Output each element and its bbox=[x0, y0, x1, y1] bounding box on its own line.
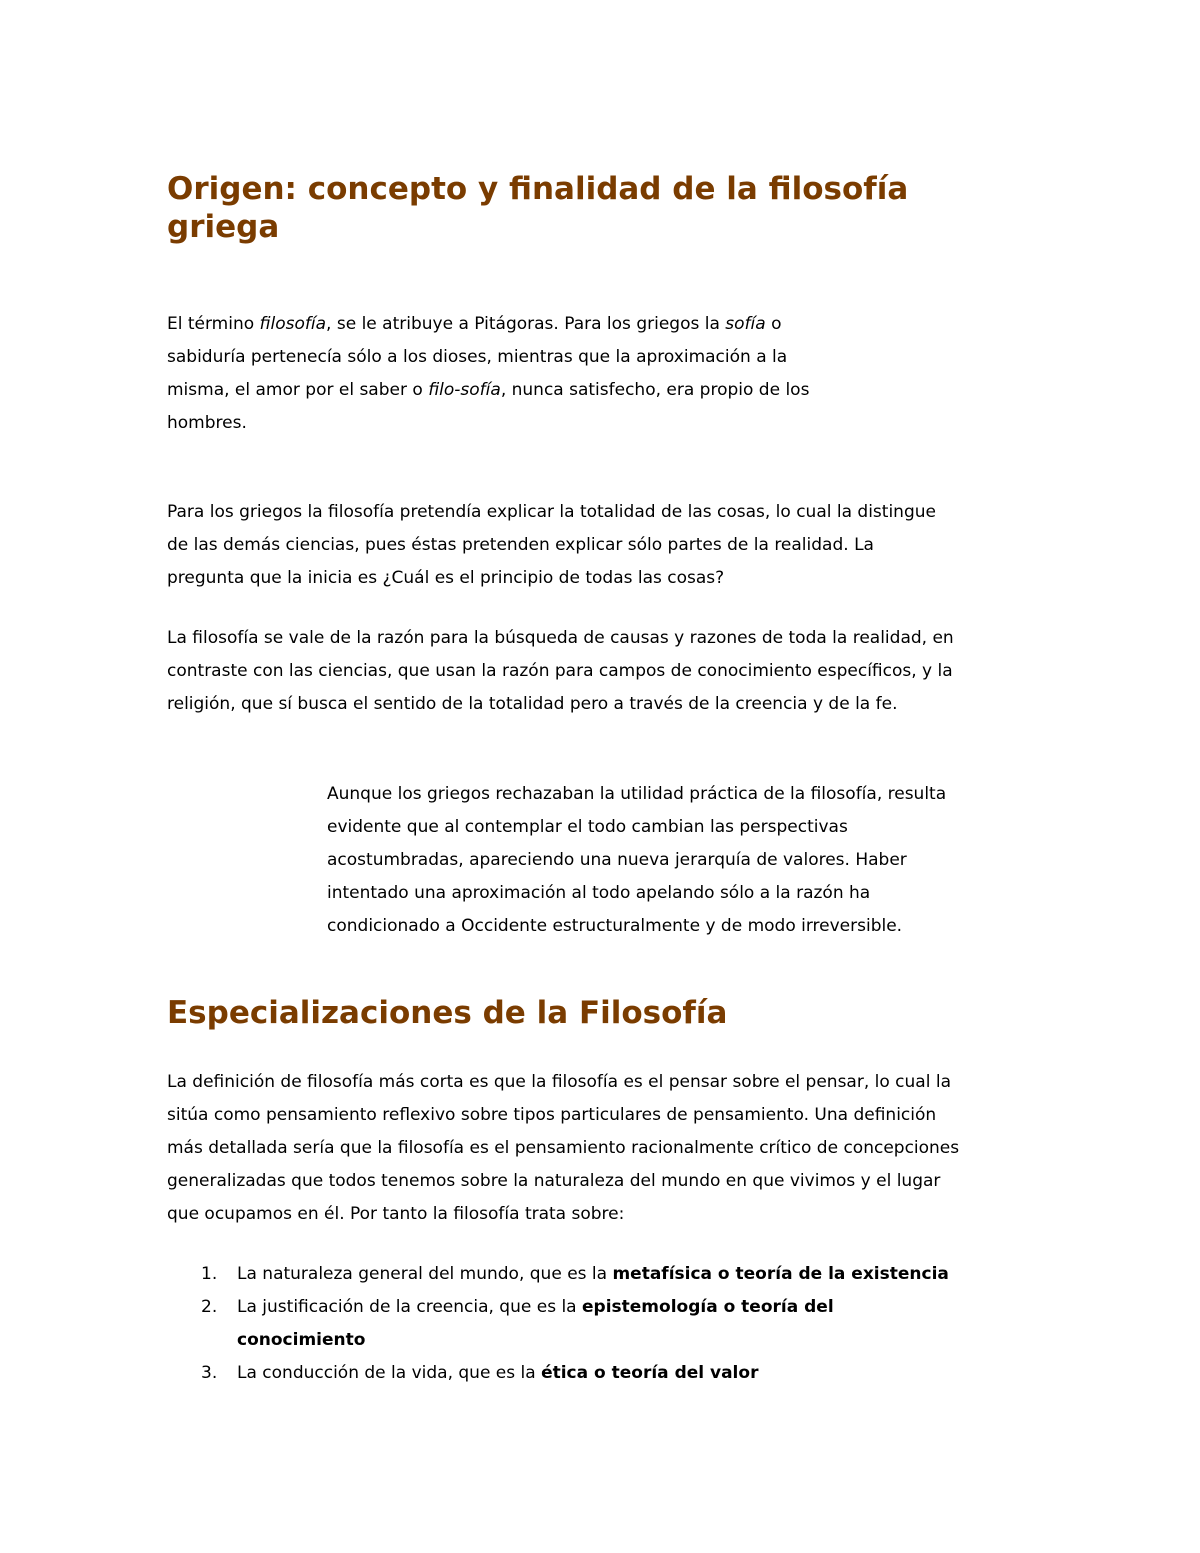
paragraph-origin bbox=[167, 308, 887, 440]
paragraph-origin-line3 bbox=[167, 374, 887, 407]
paragraph-reason bbox=[167, 622, 1042, 721]
emphasis-filosofia: filosofía bbox=[259, 314, 327, 334]
paragraph-definition-line1: La definición de filosofía más corta es que la filosofía es el pensar sobre el pensar, lo cual la bbox=[167, 1072, 951, 1092]
main-heading-line2: griega bbox=[167, 209, 280, 245]
text-run: misma, el amor por el saber o bbox=[167, 380, 429, 400]
list-item-line bbox=[237, 1357, 1042, 1390]
paragraph-origin-line2: sabiduría pertenecía sólo a los dioses, mientras que la aproximación a la bbox=[167, 347, 788, 367]
branches-list bbox=[167, 1258, 1042, 1390]
text-run: , nunca satisfecho, era propio de los bbox=[500, 380, 810, 400]
paragraph-totality-line3: pregunta que la inicia es ¿Cuál es el principio de todas las cosas? bbox=[167, 568, 725, 588]
quote-line1: Aunque los griegos rechazaban la utilidad práctica de la filosofía, resulta bbox=[327, 784, 947, 804]
paragraph-definition-line2: sitúa como pensamiento reflexivo sobre tipos particulares de pensamiento. Una definición bbox=[167, 1105, 937, 1125]
list-item bbox=[167, 1357, 1042, 1390]
main-heading bbox=[167, 170, 987, 246]
list-item-term: epistemología o teoría del bbox=[582, 1297, 834, 1317]
list-item-term-continued: conocimiento bbox=[237, 1330, 366, 1350]
list-item-line-continued bbox=[237, 1324, 1042, 1357]
section-heading: Especializaciones de la Filosofía bbox=[167, 995, 728, 1031]
paragraph-totality-line1: Para los griegos la filosofía pretendía explicar la totalidad de las cosas, lo cual la distingue bbox=[167, 502, 936, 522]
quote-line5: condicionado a Occidente estructuralmente y de modo irreversible. bbox=[327, 916, 903, 936]
paragraph-definition bbox=[167, 1066, 1042, 1231]
quote-line4: intentado una aproximación al todo apelando sólo a la razón ha bbox=[327, 883, 871, 903]
paragraph-origin-line4: hombres. bbox=[167, 413, 247, 433]
text-run: El término bbox=[167, 314, 260, 334]
emphasis-filo-sofia: filo-sofía bbox=[428, 380, 501, 400]
list-number: 1. bbox=[201, 1264, 218, 1284]
paragraph-reason-line2: contraste con las ciencias, que usan la razón para campos de conocimiento específicos, y la bbox=[167, 661, 953, 681]
paragraph-reason-line1: La filosofía se vale de la razón para la búsqueda de causas y razones de toda la realidad, en bbox=[167, 628, 954, 648]
list-item-term: metafísica o teoría de la existencia bbox=[612, 1264, 949, 1284]
paragraph-reason-line3: religión, que sí busca el sentido de la totalidad pero a través de la creencia y de la fe. bbox=[167, 694, 898, 714]
paragraph-totality bbox=[167, 496, 1042, 595]
paragraph-definition-line5: que ocupamos en él. Por tanto la filosofía trata sobre: bbox=[167, 1204, 625, 1224]
list-number: 3. bbox=[201, 1363, 218, 1383]
paragraph-origin-line1 bbox=[167, 308, 887, 341]
list-item-text: La naturaleza general del mundo, que es la bbox=[237, 1264, 613, 1284]
quote-line3: acostumbradas, apareciendo una nueva jerarquía de valores. Haber bbox=[327, 850, 907, 870]
list-item-text: La conducción de la vida, que es la bbox=[237, 1363, 542, 1383]
list-item-line bbox=[237, 1258, 1042, 1291]
quote-line2: evidente que al contemplar el todo cambian las perspectivas bbox=[327, 817, 848, 837]
paragraph-definition-line4: generalizadas que todos tenemos sobre la naturaleza del mundo en que vivimos y el lugar bbox=[167, 1171, 941, 1191]
text-run: , se le atribuye a Pitágoras. Para los griegos la bbox=[326, 314, 726, 334]
list-item-line bbox=[237, 1291, 1042, 1324]
list-item-text: La justificación de la creencia, que es la bbox=[237, 1297, 582, 1317]
list-item-term: ética o teoría del valor bbox=[541, 1363, 759, 1383]
paragraph-definition-line3: más detallada sería que la filosofía es el pensamiento racionalmente crítico de concepciones bbox=[167, 1138, 960, 1158]
block-quote bbox=[327, 778, 1007, 943]
text-run: o bbox=[765, 314, 782, 334]
main-heading-line1: Origen: concepto y finalidad de la filosofía bbox=[167, 171, 909, 207]
emphasis-sofia: sofía bbox=[725, 314, 766, 334]
list-number: 2. bbox=[201, 1297, 218, 1317]
list-item bbox=[167, 1291, 1042, 1357]
list-item bbox=[167, 1258, 1042, 1291]
paragraph-totality-line2: de las demás ciencias, pues éstas pretenden explicar sólo partes de la realidad. La bbox=[167, 535, 874, 555]
